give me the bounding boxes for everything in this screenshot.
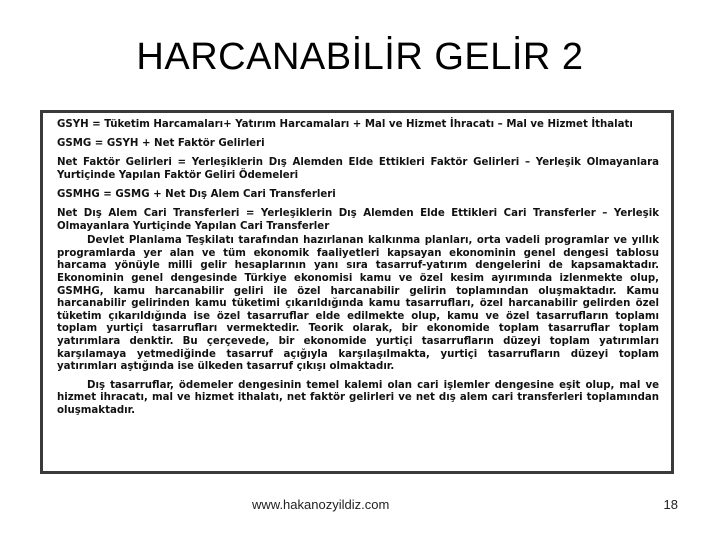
equation-net-cari-transferler: Net Dış Alem Cari Transferleri = Yerleşiklerin Dış Alemden Elde Ettikleri Cari Transferler – Yerleşik Olmayanlara Yurtiçinde Yapılan Cari Transferler: [57, 207, 659, 232]
paragraph-devlet-planlama: [57, 235, 659, 374]
paragraph-devlet-planlama-text: Devlet Planlama Teşkilatı tarafından hazırlanan kalkınma planları, orta vadeli programlar ve yıllık programlarda yer alan ve tüm ekonomik faaliyetleri kapsayan ekonominin genel dengesi tablosu harcama yönüyle milli gelir hesaplarının yanı sıra tasarruf-yatırım dengelerini de kapsamaktadır. Ekonominin genel dengesinde Türkiye ekonomisi kamu ve özel kesim ayırımında izlenmekte olup, GSMHG, kamu harcanabilir geliri ile özel harcanabilir gelirin toplamından oluşmaktadır. Kamu harcanabilir gelirinden kamu tüketimi çıkarıldığında kamu tasarrufları, özel harcanabilir gelirden özel tüketim çıkarıldığında ise özel tasarruflar elde edilmekte olup, kamu ve özel tasarrufların toplamı toplam yurtiçi tasarrufları vermektedir. Teorik olarak, bir ekonomide toplam tasarruflar toplam yatırımlara denktir. Bu çerçevede, bir ekonomide yurtiçi tasarrufların düzeyi toplam yatırımları karşılamaya yetmediğinde tasarruf açığıyla karşılaşılmakta, yurtiçi tasarrufların düzeyi toplam yatırımları aştığında ise ülkeden tasarruf çıkışı olmaktadır.: [57, 235, 659, 373]
equation-gsmg: GSMG = GSYH + Net Faktör Gelirleri: [57, 138, 265, 150]
slide-title: HARCANABİLİR GELİR 2: [136, 36, 584, 78]
equation-gsmhg: GSMHG = GSMG + Net Dış Alem Cari Transferleri: [57, 188, 336, 200]
equation-gsyh: GSYH = Tüketim Harcamaları+ Yatırım Harcamaları + Mal ve Hizmet İhracatı – Mal ve Hizmet İthalatı: [57, 119, 633, 130]
page-number: 18: [663, 497, 678, 512]
document-text: [57, 119, 659, 417]
equation-net-faktor-gelirleri: Net Faktör Gelirleri = Yerleşiklerin Dış Alemden Elde Ettikleri Faktör Gelirleri – Yerleşik Olmayanlara Yurtiçinde Yapılan Faktör Geliri Ödemeleri: [57, 157, 659, 181]
paragraph-dis-tasarruflar: [57, 380, 659, 418]
paragraph-dis-tasarruflar-text: Dış tasarruflar, ödemeler dengesinin temel kalemi olan cari işlemler dengesine eşit olup, mal ve hizmet ihracatı, mal ve hizmet ithalatı, net faktör gelirleri ve net dış alem cari transferleri toplamından oluşmaktadır.: [57, 379, 659, 416]
document-image: [40, 110, 674, 474]
footer-url: www.hakanozyildiz.com: [252, 497, 390, 512]
